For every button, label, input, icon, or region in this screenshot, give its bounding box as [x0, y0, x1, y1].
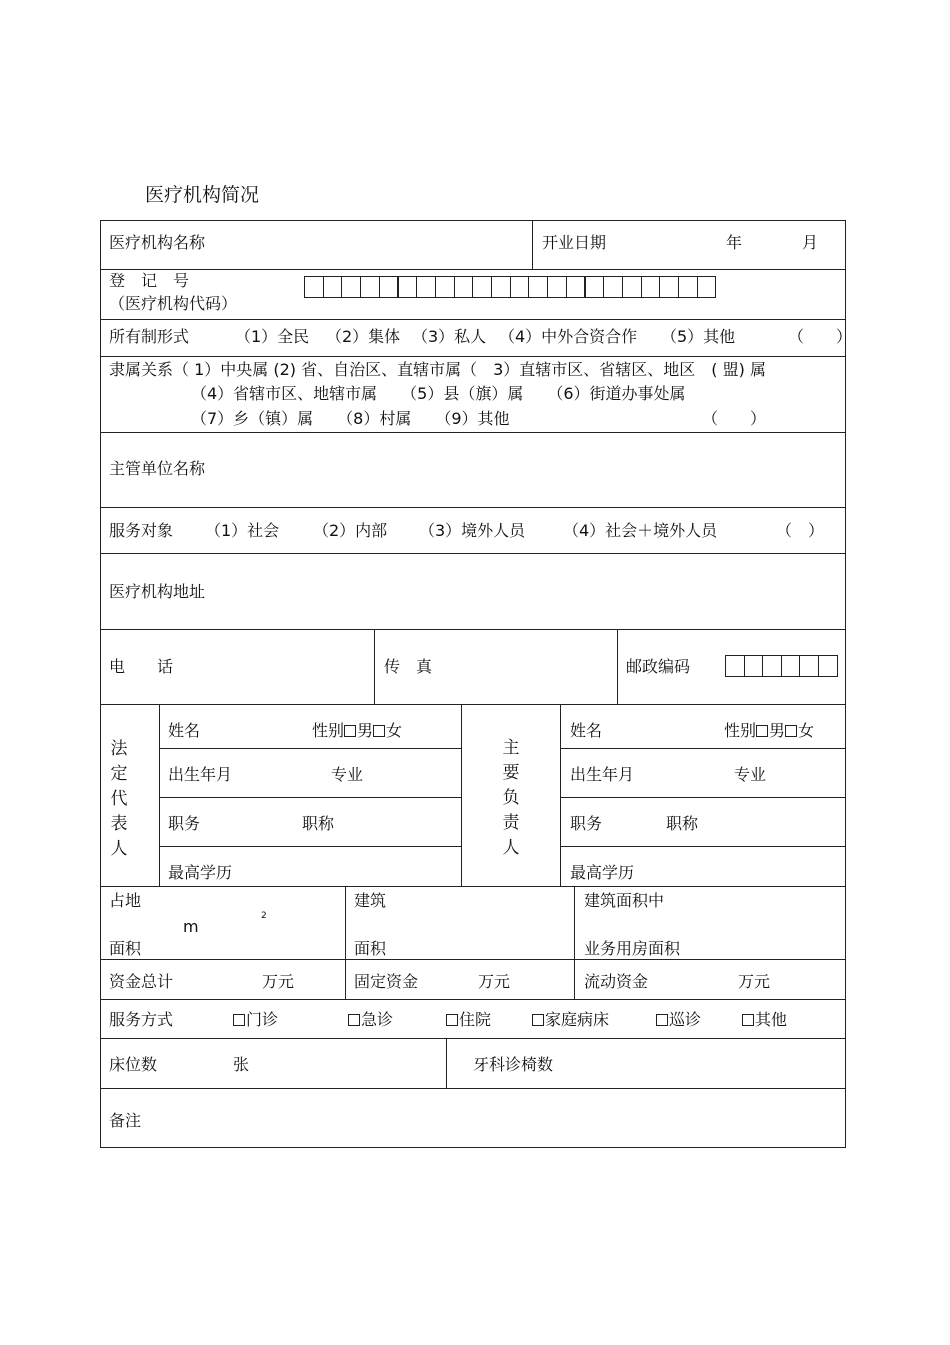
institution-code-label: （医疗机构代码）: [109, 294, 238, 313]
postcode-cell[interactable]: [818, 655, 838, 677]
emergency-checkbox[interactable]: [348, 1014, 360, 1026]
ownership-option-5: （5）其他: [661, 327, 736, 346]
service-outpatient[interactable]: 门诊: [233, 1010, 278, 1030]
registration-code-cell[interactable]: [585, 276, 605, 298]
total-funds-unit: 万元: [262, 972, 295, 991]
head-name-label: 姓名: [570, 721, 603, 740]
registration-code-cell[interactable]: [622, 276, 642, 298]
phone-label: 电 话: [109, 657, 174, 676]
year-label: 年: [726, 233, 743, 252]
registration-code-cell[interactable]: [510, 276, 530, 298]
service-rounds[interactable]: 巡诊: [656, 1010, 701, 1030]
legal-post-label: 职务: [168, 814, 201, 833]
head-birth-label: 出生年月: [570, 765, 635, 784]
legal-male-checkbox[interactable]: [344, 725, 356, 737]
registration-code-cell[interactable]: [547, 276, 567, 298]
registration-code-cell[interactable]: [323, 276, 343, 298]
fixed-funds-unit: 万元: [478, 972, 511, 991]
legal-major-label: 专业: [331, 765, 364, 784]
remark-label: 备注: [109, 1111, 142, 1130]
registration-code-cell[interactable]: [678, 276, 698, 298]
postcode-cell[interactable]: [799, 655, 819, 677]
affiliation-line-1: 隶属关系（ 1）中央属 (2) 省、自治区、直辖市属（ 3）直辖市区、省辖区、地区 ( 盟) 属: [109, 360, 766, 379]
business-area-label-2: 业务用房面积: [584, 939, 681, 958]
total-funds-label: 资金总计: [109, 972, 174, 991]
service-other[interactable]: 其他: [742, 1010, 787, 1030]
legal-female-checkbox[interactable]: [373, 725, 385, 737]
service-target-answer[interactable]: （ ）: [776, 521, 825, 540]
postcode-cell[interactable]: [781, 655, 801, 677]
postcode-cell[interactable]: [762, 655, 782, 677]
address-label: 医疗机构地址: [109, 582, 206, 601]
building-area-label-2: 面积: [354, 939, 387, 958]
ownership-label: 所有制形式: [109, 327, 190, 346]
head-education-label: 最高学历: [570, 863, 635, 882]
head-female-checkbox[interactable]: [785, 725, 797, 737]
legal-representative-label: 法定代表人: [110, 739, 128, 859]
registration-code-cell[interactable]: [416, 276, 436, 298]
flow-funds-label: 流动资金: [584, 972, 649, 991]
open-date-label: 开业日期: [542, 233, 607, 252]
area-unit: m: [183, 917, 199, 936]
page-title: 医疗机构简况: [145, 184, 260, 206]
registration-code-cell[interactable]: [697, 276, 717, 298]
affiliation-line-3: （7）乡（镇）属 （8）村属 （9）其他: [191, 409, 510, 428]
legal-title-label: 职称: [302, 814, 335, 833]
home-bed-checkbox[interactable]: [532, 1014, 544, 1026]
postcode-label: 邮政编码: [626, 657, 691, 676]
service-home-bed[interactable]: 家庭病床: [532, 1010, 609, 1030]
land-area-label-2: 面积: [109, 939, 142, 958]
beds-unit: 张: [233, 1055, 250, 1074]
registration-code-cell[interactable]: [379, 276, 399, 298]
registration-code-cell[interactable]: [641, 276, 661, 298]
building-area-label: 建筑: [354, 891, 387, 910]
registration-code-cell[interactable]: [472, 276, 492, 298]
ownership-option-3: （3）私人: [412, 327, 487, 346]
service-emergency[interactable]: 急诊: [348, 1010, 393, 1030]
flow-funds-unit: 万元: [738, 972, 771, 991]
ownership-option-2: （2）集体: [326, 327, 401, 346]
service-target-option-2: （2）内部: [313, 521, 388, 540]
registration-code-cell[interactable]: [491, 276, 511, 298]
inpatient-checkbox[interactable]: [446, 1014, 458, 1026]
registration-code-cell[interactable]: [566, 276, 586, 298]
institution-form: [100, 220, 853, 1148]
postcode-cell[interactable]: [725, 655, 745, 677]
ownership-answer[interactable]: （ ）: [788, 327, 853, 346]
institution-name-label: 医疗机构名称: [109, 233, 206, 252]
head-gender: 性别 男 女: [724, 721, 815, 740]
service-inpatient[interactable]: 住院: [446, 1010, 491, 1030]
registration-code-cell[interactable]: [603, 276, 623, 298]
service-target-option-3: （3）境外人员: [419, 521, 526, 540]
affiliation-answer[interactable]: （ ）: [702, 409, 767, 428]
ownership-option-4: （4）中外合资合作: [499, 327, 638, 346]
land-area-label: 占地: [109, 891, 142, 910]
ownership-option-1: （1）全民: [235, 327, 310, 346]
legal-birth-label: 出生年月: [168, 765, 233, 784]
other-checkbox[interactable]: [742, 1014, 754, 1026]
business-area-label: 建筑面积中: [584, 891, 665, 910]
fixed-funds-label: 固定资金: [354, 972, 419, 991]
postcode-cell[interactable]: [744, 655, 764, 677]
registration-code-cell[interactable]: [435, 276, 455, 298]
service-target-option-1: （1）社会: [205, 521, 280, 540]
month-label: 月: [802, 233, 819, 252]
registration-label: 登 记 号: [109, 271, 190, 290]
registration-code-cell[interactable]: [454, 276, 474, 298]
affiliation-line-2: （4）省辖市区、地辖市属 （5）县（旗）属 （6）街道办事处属: [191, 384, 686, 403]
service-mode-label: 服务方式: [109, 1010, 174, 1029]
head-title-label: 职称: [666, 814, 699, 833]
rounds-checkbox[interactable]: [656, 1014, 668, 1026]
legal-gender: 性别 男 女: [312, 721, 403, 740]
dental-chairs-label: 牙科诊椅数: [473, 1055, 554, 1074]
registration-code-cell[interactable]: [528, 276, 548, 298]
area-unit-superscript: 2: [261, 911, 267, 921]
outpatient-checkbox[interactable]: [233, 1014, 245, 1026]
service-target-label: 服务对象: [109, 521, 174, 540]
head-major-label: 专业: [734, 765, 767, 784]
beds-label: 床位数: [109, 1055, 158, 1074]
registration-code-cell[interactable]: [659, 276, 679, 298]
registration-code-cell[interactable]: [360, 276, 380, 298]
registration-code-cell[interactable]: [304, 276, 324, 298]
registration-code-cell[interactable]: [341, 276, 361, 298]
registration-code-cell[interactable]: [398, 276, 418, 298]
head-male-checkbox[interactable]: [756, 725, 768, 737]
main-head-label: 主要负责人: [502, 738, 520, 858]
legal-name-label: 姓名: [168, 721, 201, 740]
fax-label: 传 真: [384, 657, 433, 676]
service-target-option-4: （4）社会＋境外人员: [563, 521, 718, 540]
head-post-label: 职务: [570, 814, 603, 833]
legal-education-label: 最高学历: [168, 863, 233, 882]
supervisor-label: 主管单位名称: [109, 459, 206, 478]
